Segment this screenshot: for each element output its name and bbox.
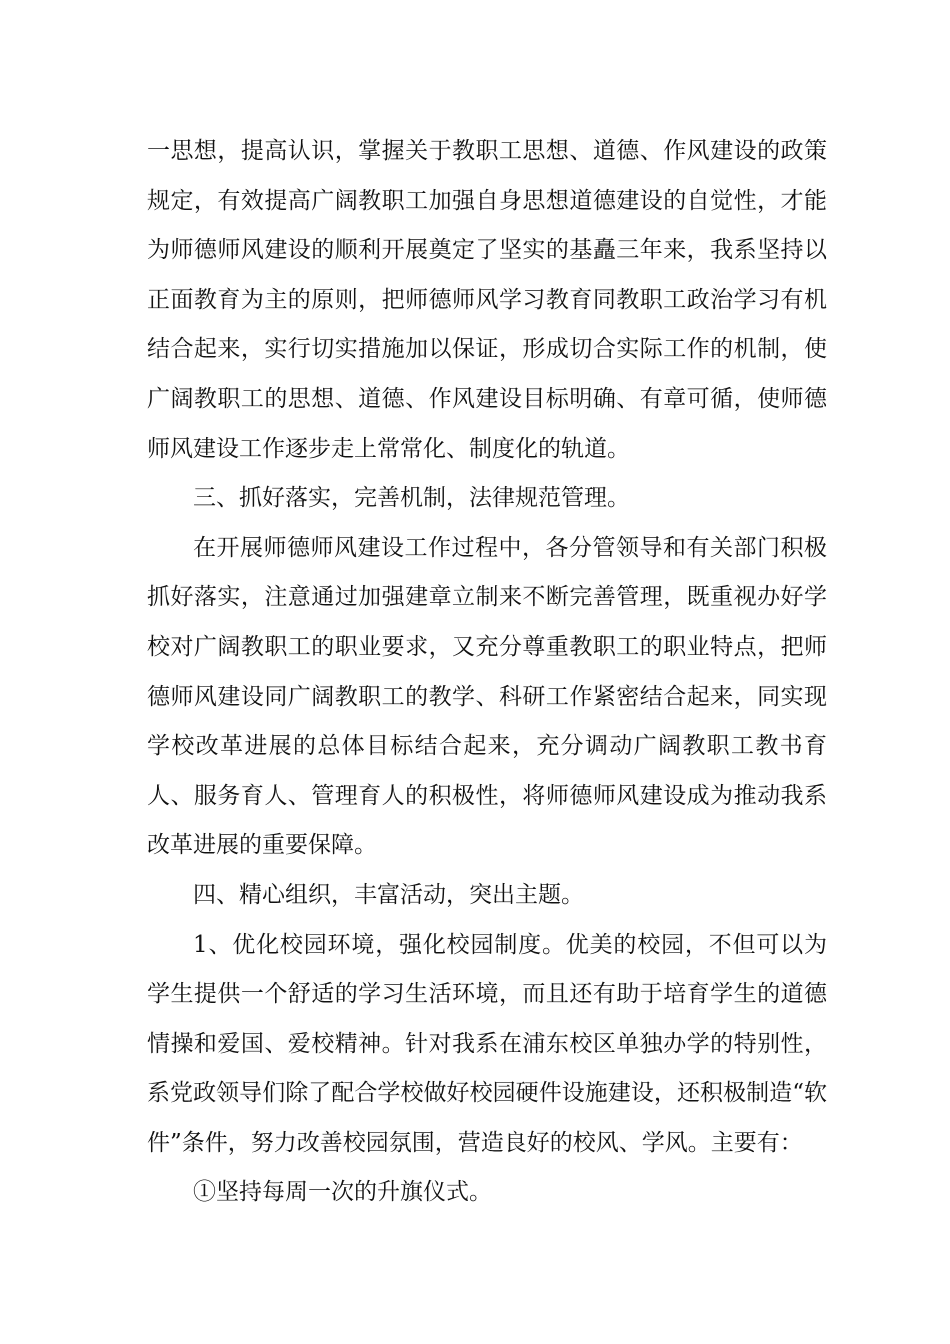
paragraph-implementation: 在开展师德师风建设工作过程中，各分管领导和有关部门积极抓好落实，注意通过加强建章立制来不断完善管理，既重视办好学校对广阔教职工的职业要求，又充分尊重教职工的职业特点，把师德师风建设同广阔教职工的教学、科研工作紧密结合起来，同实现学校改革进展的总体目标结合起来，充分调动广阔教职工教书育人、服务育人、管理育人的积极性，将师德师风建设成为推动我系改革进展的重要保障。 xyxy=(147,534,827,859)
paragraph-campus-environment: 1、优化校园环境，强化校园制度。优美的校园，不但可以为学生提供一个舒适的学习生活环境，而且还有助于培育学生的道德情操和爱国、爱校精神。针对我系在浦东校区单独办学的特别性，系党政领导们除了配合学校做好校园硬件设施建设，还积极制造“软件”条件，努力改善校园氛围，营造良好的校风、学风。主要有： xyxy=(147,931,827,1156)
paragraph-continuation: 一思想，提高认识，掌握关于教职工思想、道德、作风建设的政策规定，有效提高广阔教职工加强自身思想道德建设的自觉性，才能为师德师风建设的顺利开展奠定了坚实的基矗三年来，我系坚持以正面教育为主的原则，把师德师风学习教育同教职工政治学习有机结合起来，实行切实措施加以保证，形成切合实际工作的机制，使广阔教职工的思想、道德、作风建设目标明确、有章可循，使师德师风建设工作逐步走上常常化、制度化的轨道。 xyxy=(147,138,827,462)
list-item-flag-ceremony: ①坚持每周一次的升旗仪式。 xyxy=(193,1179,492,1206)
document-body xyxy=(147,127,827,1218)
section-heading-3: 三、抓好落实，完善机制，法律规范管理。 xyxy=(193,485,630,512)
section-heading-4: 四、精心组织，丰富活动，突出主题。 xyxy=(193,881,584,908)
